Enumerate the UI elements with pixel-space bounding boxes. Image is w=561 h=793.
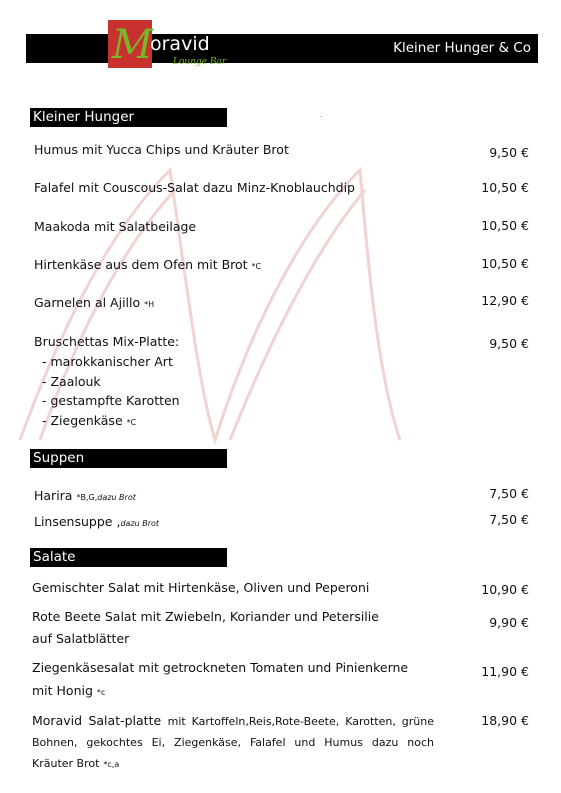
menu-item-price: 7,50 €	[489, 512, 529, 527]
menu-item-price: 10,90 €	[481, 582, 529, 597]
sub-item: - Zaalouk	[42, 374, 101, 389]
menu-item-name-cont: auf Salatblätter	[32, 631, 130, 646]
menu-item	[34, 512, 159, 533]
menu-item-name: Garnelen al Ajillo	[34, 295, 141, 310]
menu-item-name: Hirtenkäse aus dem Ofen mit Brot	[34, 257, 248, 272]
allergen-note: *C	[126, 418, 137, 427]
menu-item-name: Humus mit Yucca Chips und Kräuter Brot	[34, 142, 289, 157]
menu-item-name: Moravid Salat-platte	[32, 713, 162, 728]
sub-item: - gestampfte Karotten	[42, 393, 180, 408]
allergen-note: *c,a	[103, 760, 120, 769]
menu-item-name: Maakoda mit Salatbeilage	[34, 219, 197, 234]
menu-item-name: Falafel mit Couscous-Salat dazu Minz-Knoblauchdip	[34, 180, 355, 195]
menu-item-price: 10,50 €	[481, 180, 529, 195]
sub-item-label: - Ziegenkäse	[42, 413, 123, 428]
menu-item	[34, 255, 261, 276]
menu-item-price: 18,90 €	[481, 713, 529, 728]
sub-item	[42, 411, 136, 432]
menu-item-price: 9,90 €	[489, 615, 529, 630]
side-note: dazu Brot	[97, 493, 136, 502]
menu-item-cont	[32, 681, 105, 702]
menu-item-price: 7,50 €	[489, 486, 529, 501]
section-header-kleiner-hunger: Kleiner Hunger	[30, 108, 227, 127]
allergen-note: *c	[96, 688, 106, 697]
menu-item-name: Gemischter Salat mit Hirtenkäse, Oliven und Peperoni	[32, 580, 370, 595]
menu-item-price: 10,50 €	[481, 218, 529, 233]
allergen-note: *H	[144, 300, 155, 309]
logo	[108, 20, 152, 68]
menu-item-name: Rote Beete Salat mit Zwiebeln, Koriander und Petersilie	[32, 609, 379, 624]
allergen-note: *B,G,	[76, 493, 98, 502]
menu-item-details: mit Kartoffeln,Reis,Rote-Beete, Karotten, grüne Bohnen, gekochtes Ei, Ziegenkäse, Falafel und Humus dazu noch Kräuter Brot	[32, 715, 434, 770]
menu-item-description	[32, 711, 434, 775]
menu-item-name-cont: mit Honig	[32, 683, 93, 698]
section-header-suppen: Suppen	[30, 449, 227, 468]
menu-item-price: 9,50 €	[489, 336, 529, 351]
logo-word: oravid	[150, 33, 210, 55]
header-title: Kleiner Hunger & Co	[393, 40, 531, 56]
menu-item-price: 10,50 €	[481, 256, 529, 271]
allergen-note: *C	[251, 262, 262, 271]
sub-item: - marokkanischer Art	[42, 354, 173, 369]
logo-sub: Lounge Bar	[173, 57, 227, 67]
side-note: dazu Brot	[120, 519, 160, 528]
header-bar	[26, 34, 538, 63]
decorative-dot: .	[320, 110, 323, 119]
menu-item-price: 11,90 €	[481, 664, 529, 679]
menu-item-price: 12,90 €	[481, 293, 529, 308]
menu-item-name: Linsensuppe ,	[34, 514, 121, 529]
section-header-salate: Salate	[30, 548, 227, 567]
menu-item-name: Harira	[34, 488, 73, 503]
menu-item-name: Bruschettas Mix-Platte:	[34, 334, 180, 349]
menu-item-price: 9,50 €	[489, 145, 529, 160]
logo-letter: M	[112, 22, 153, 68]
menu-item	[34, 293, 154, 314]
menu-item-name: Ziegenkäsesalat mit getrockneten Tomaten und Pinienkerne	[32, 660, 409, 675]
watermark-m-logo	[0, 110, 561, 550]
menu-item	[34, 486, 136, 507]
